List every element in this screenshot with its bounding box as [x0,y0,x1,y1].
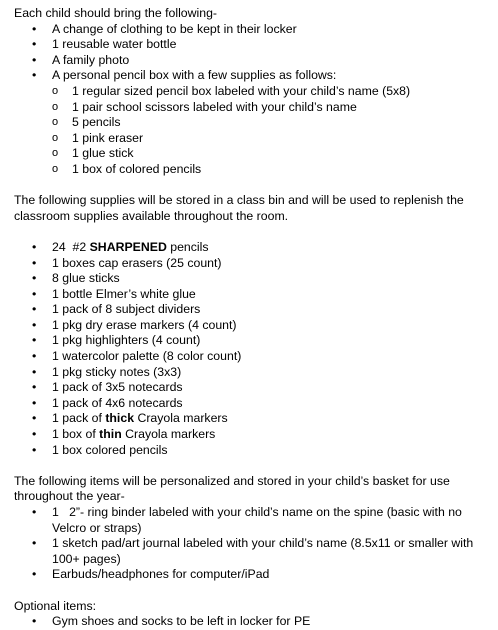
bullet-icon: • [32,427,37,442]
circle-bullet-icon: o [52,84,59,97]
circle-bullet-icon: o [52,162,59,175]
list-item: • 1 pack of 4x6 notecards [32,395,183,410]
section3-list [14,505,496,583]
bullet-icon: • [32,364,37,379]
list-item: • 1 pkg highlighters (4 count) [32,333,201,348]
sublist-item: o 1 regular sized pencil box labeled with your child’s name (5x8) [52,83,411,98]
bullet-icon: • [32,505,37,519]
list-item: • 1 pack of 3x5 notecards [32,380,183,395]
spacer [14,178,496,194]
list-item: • 1 boxes cap erasers (25 count) [32,255,222,270]
bullet-icon: • [32,271,37,286]
spacer [14,583,496,599]
list-item: • 1 pack of thick Crayola markers [32,411,228,426]
list-item: • A personal pencil box with a few supplies as follows: o 1 regular sized pencil box labeled with your child’s name (5x8) o 1 pair school scissors labeled with your child’s name o 5 pencils o 1 pink eraser o 1 glue stick o 1 box of colored pencils [14,68,496,177]
list-item: • 24 #2 SHARPENED pencils [32,239,209,254]
pencil-box-sublist [14,84,496,178]
bullet-icon: • [32,239,37,254]
list-item: • 1 2”- ring binder labeled with your child’s name on the spine (basic with no Velcro or straps) [32,505,466,535]
list-item: • 1 sketch pad/art journal labeled with your child’s name (8.5x11 or smaller with 100+ pages) [32,536,474,566]
spacer [14,224,496,240]
bullet-icon: • [32,21,37,36]
list-item: • 1 box of thin Crayola markers [32,427,216,442]
list-item: • 1 reusable water bottle [32,37,177,52]
list-item: • 1 pkg sticky notes (3x3) [32,364,182,379]
circle-bullet-icon: o [52,116,59,129]
circle-bullet-icon: o [52,147,59,160]
list-item: • 1 box colored pencils [32,442,168,457]
section2-intro: The following supplies will be stored in a class bin and will be used to replenish the classroom supplies available throughout the room. [14,193,464,223]
sublist-item: o 1 box of colored pencils [52,161,202,176]
sublist-item: o 1 pair school scissors labeled with your child’s name [52,99,357,114]
bullet-icon: • [32,333,37,348]
section1-intro: Each child should bring the following- [14,6,218,20]
sublist-item: o 5 pencils [52,115,121,130]
list-item: • 1 pkg dry erase markers (4 count) [32,317,237,332]
section3-intro: The following items will be personalized and stored in your child’s basket for use throughout the year- [14,473,450,504]
section1-list [14,22,496,178]
bullet-icon: • [32,614,37,629]
bullet-icon: • [32,68,37,83]
bullet-icon: • [32,52,37,67]
list-item: • A change of clothing to be kept in their locker [32,21,297,36]
bullet-icon: • [32,567,37,582]
bullet-icon: • [32,286,37,301]
document-body [14,6,496,630]
bullet-icon: • [32,536,37,551]
bullet-icon: • [32,37,37,52]
list-item: • 1 bottle Elmer’s white glue [32,286,196,301]
sublist-item: o 1 pink eraser [52,130,144,145]
bullet-icon: • [32,411,37,426]
list-item: • 1 pack of 8 subject dividers [32,302,201,317]
list-item: • 1 watercolor palette (8 color count) [32,349,242,364]
bullet-icon: • [32,302,37,317]
section4-intro: Optional items: [14,598,97,613]
bullet-icon: • [32,255,37,270]
bullet-icon: • [32,442,37,457]
bullet-icon: • [32,349,37,364]
bullet-icon: • [32,395,37,410]
list-item: • 8 glue sticks [32,271,120,286]
section2-list [14,240,496,458]
spacer [14,458,496,474]
bullet-icon: • [32,317,37,332]
list-item: • Gym shoes and socks to be left in locker for PE [32,614,311,629]
bullet-icon: • [32,380,37,395]
circle-bullet-icon: o [52,131,59,144]
sublist-item: o 1 glue stick [52,146,134,161]
section4-list [14,614,496,630]
circle-bullet-icon: o [52,100,59,113]
list-item: • Earbuds/headphones for computer/iPad [32,567,270,582]
list-item: • A family photo [32,52,130,67]
